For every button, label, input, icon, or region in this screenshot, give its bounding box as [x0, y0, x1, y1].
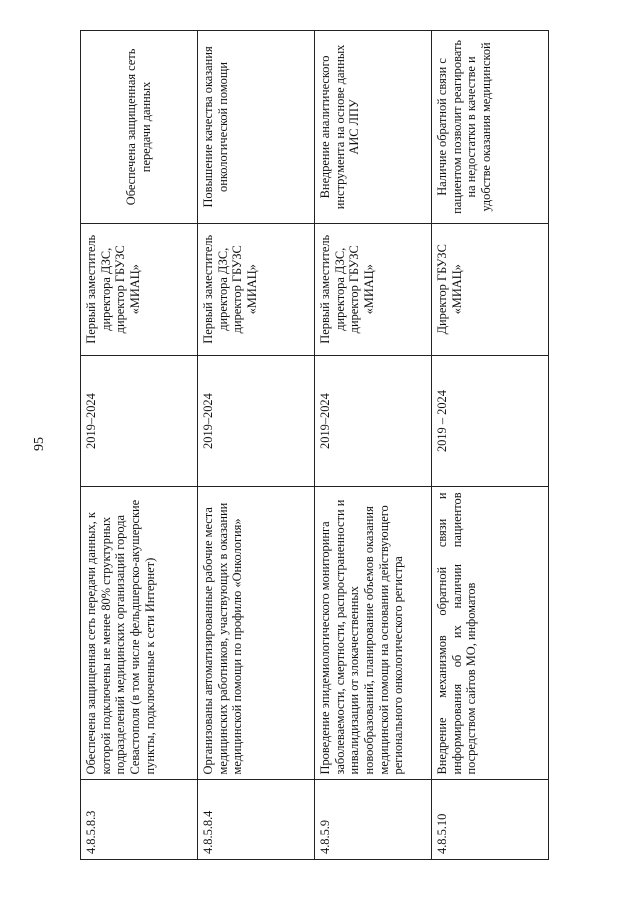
row-result: Наличие обратной связи с пациентом позволит реагировать на недостатки в качестве и удобстве оказания медицинской [432, 31, 549, 224]
row-result: Повышение качества оказания онкологической помощи [198, 31, 315, 224]
rotated-page [80, 30, 560, 860]
row-term: 2019 – 2024 [432, 355, 549, 487]
row-event: Внедрение механизмов обратной связи и информирования об их наличии пациентов посредством сайтов МО, инфоматов [432, 487, 549, 780]
row-responsible: Первый заместитель директора ДЗС, директор ГБУЗС «МИАЦ» [198, 223, 315, 355]
row-term: 2019–2024 [198, 355, 315, 487]
row-responsible: Первый заместитель директора ДЗС, директор ГБУЗС «МИАЦ» [315, 223, 432, 355]
row-number: 4.8.5.9 [315, 780, 432, 860]
table-container [80, 30, 560, 860]
row-result: Внедрение аналитического инструмента на основе данных АИС ЛПУ [315, 31, 432, 224]
row-responsible: Директор ГБУЗС «МИАЦ» [432, 223, 549, 355]
table-row [432, 31, 549, 860]
table-row [81, 31, 198, 860]
row-responsible: Первый заместитель директора ДЗС, директор ГБУЗС «МИАЦ» [81, 223, 198, 355]
row-result: Обеспечена защищенная сеть передачи данных [81, 31, 198, 224]
row-term: 2019–2024 [81, 355, 198, 487]
table-row [315, 31, 432, 860]
events-table [80, 30, 549, 860]
row-event: Обеспечена защищенная сеть передачи данных, к которой подключены не менее 80% структурных подразделений медицинских организаций города Севастополя (в том числе фельдшерско-акушерские пункты, подключенные к сети Интернет) [81, 487, 198, 780]
row-event: Организованы автоматизированные рабочие места медицинских работников, участвующих в оказании медицинской помощи по профилю «Онкология» [198, 487, 315, 780]
page-number: 95 [32, 437, 47, 451]
row-event: Проведение эпидемиологического мониторинга заболеваемости, смертности, распространенности и инвалидизации от злокачественных новообразований, планирование объемов оказания медицинской помощи на основании действующего регионального онкологического регистра [315, 487, 432, 780]
row-number: 4.8.5.10 [432, 780, 549, 860]
row-term: 2019–2024 [315, 355, 432, 487]
table-row [198, 31, 315, 860]
row-number: 4.8.5.8.4 [198, 780, 315, 860]
row-number: 4.8.5.8.3 [81, 780, 198, 860]
